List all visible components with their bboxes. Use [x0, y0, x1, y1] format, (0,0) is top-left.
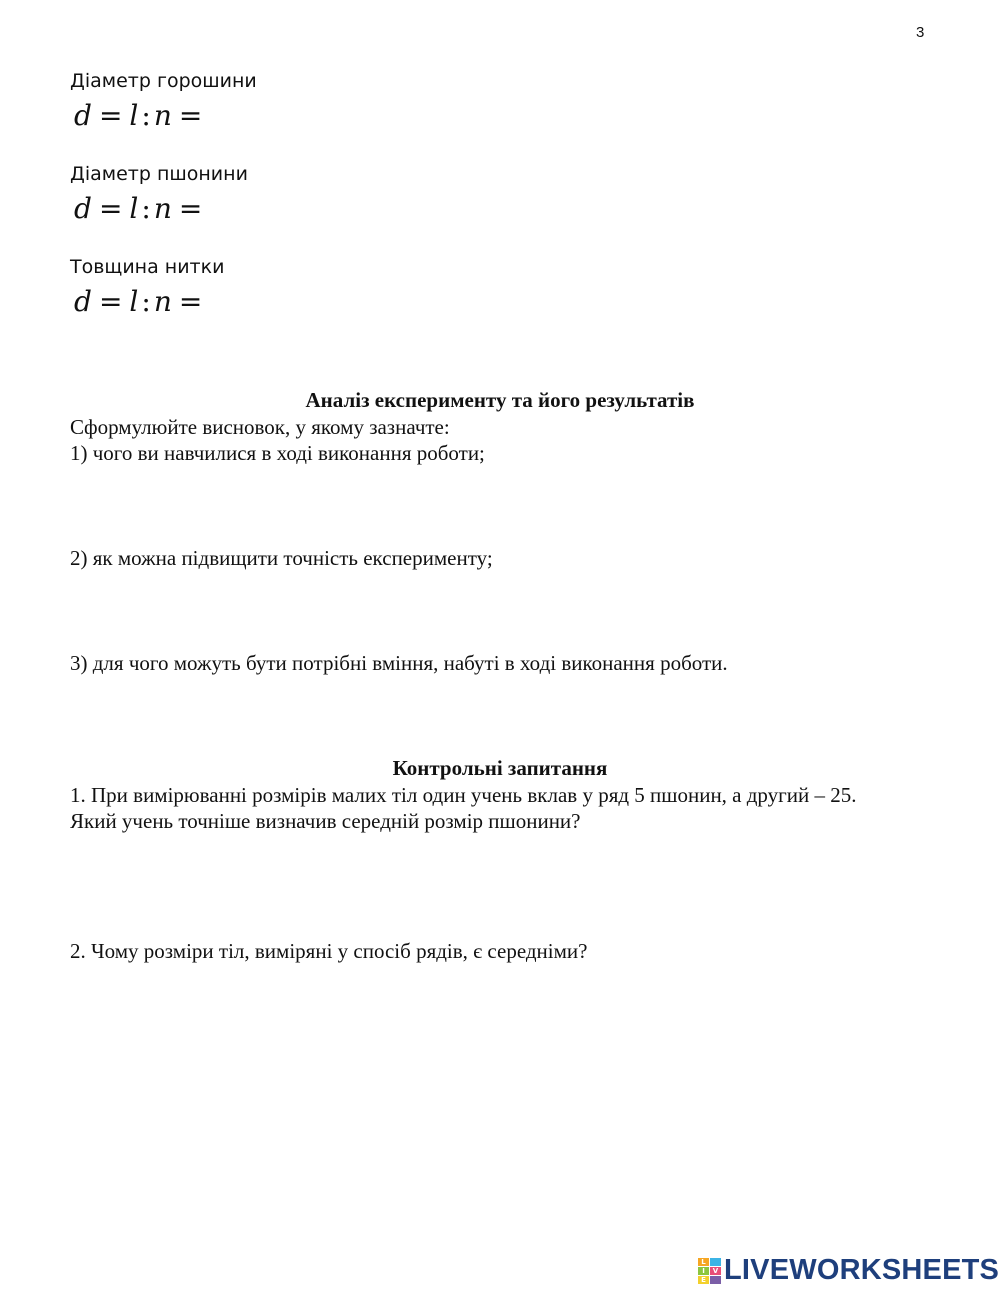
- logo-letter-l: L: [698, 1258, 709, 1266]
- formula-d: d: [74, 285, 93, 318]
- measurement-label-thread: Товщина нитки: [70, 256, 225, 278]
- formula-colon: :: [141, 285, 152, 318]
- analysis-item-1: 1) чого ви навчилися в ході виконання роботи;: [70, 441, 485, 465]
- formula-d: d: [74, 192, 93, 225]
- formula-colon: :: [141, 99, 152, 132]
- page-number: 3: [916, 24, 925, 41]
- control-question-1-line-1: 1. При вимірюванні розмірів малих тіл один учень вклав у ряд 5 пшонин, а другий – 25.: [70, 783, 857, 807]
- formula-colon: :: [141, 192, 152, 225]
- formula-equals: =: [98, 192, 124, 225]
- formula-d: d: [74, 99, 93, 132]
- formula-n: n: [153, 285, 173, 318]
- measurement-label-pea: Діаметр горошини: [70, 70, 257, 92]
- formula-pea: [74, 99, 209, 132]
- formula-equals: =: [98, 99, 124, 132]
- analysis-intro: Сформулюйте висновок, у якому зазначте:: [70, 415, 450, 439]
- formula-equals-2: =: [178, 99, 204, 132]
- analysis-item-3: 3) для чого можуть бути потрібні вміння, набуті в ході виконання роботи.: [70, 651, 728, 675]
- formula-thread: [74, 285, 209, 318]
- formula-equals-2: =: [178, 285, 204, 318]
- formula-equals: =: [98, 285, 124, 318]
- analysis-item-2: 2) як можна підвищити точність експерименту;: [70, 546, 493, 570]
- logo-letter-e: E: [698, 1276, 709, 1284]
- logo-letter-v: V: [710, 1267, 721, 1275]
- formula-l: l: [129, 285, 140, 318]
- liveworksheets-logo: [698, 1254, 999, 1287]
- control-question-2: 2. Чому розміри тіл, виміряні у спосіб рядів, є середніми?: [70, 939, 588, 963]
- brand-name: LIVEWORKSHEETS: [724, 1254, 1000, 1286]
- formula-equals-2: =: [178, 192, 204, 225]
- measurement-label-millet: Діаметр пшонини: [70, 163, 248, 185]
- logo-letter-i: I: [698, 1267, 709, 1275]
- control-question-1-line-2: Який учень точніше визначив середній розмір пшонини?: [70, 809, 581, 833]
- formula-l: l: [129, 192, 140, 225]
- control-heading: Контрольні запитання: [392, 756, 608, 780]
- formula-l: l: [129, 99, 140, 132]
- logo-cell: [710, 1276, 721, 1284]
- formula-n: n: [153, 99, 173, 132]
- logo-cell: [710, 1258, 721, 1266]
- formula-millet: [74, 192, 209, 225]
- formula-n: n: [153, 192, 173, 225]
- analysis-heading: Аналіз експерименту та його результатів: [305, 388, 695, 412]
- logo-grid-icon: [698, 1258, 721, 1284]
